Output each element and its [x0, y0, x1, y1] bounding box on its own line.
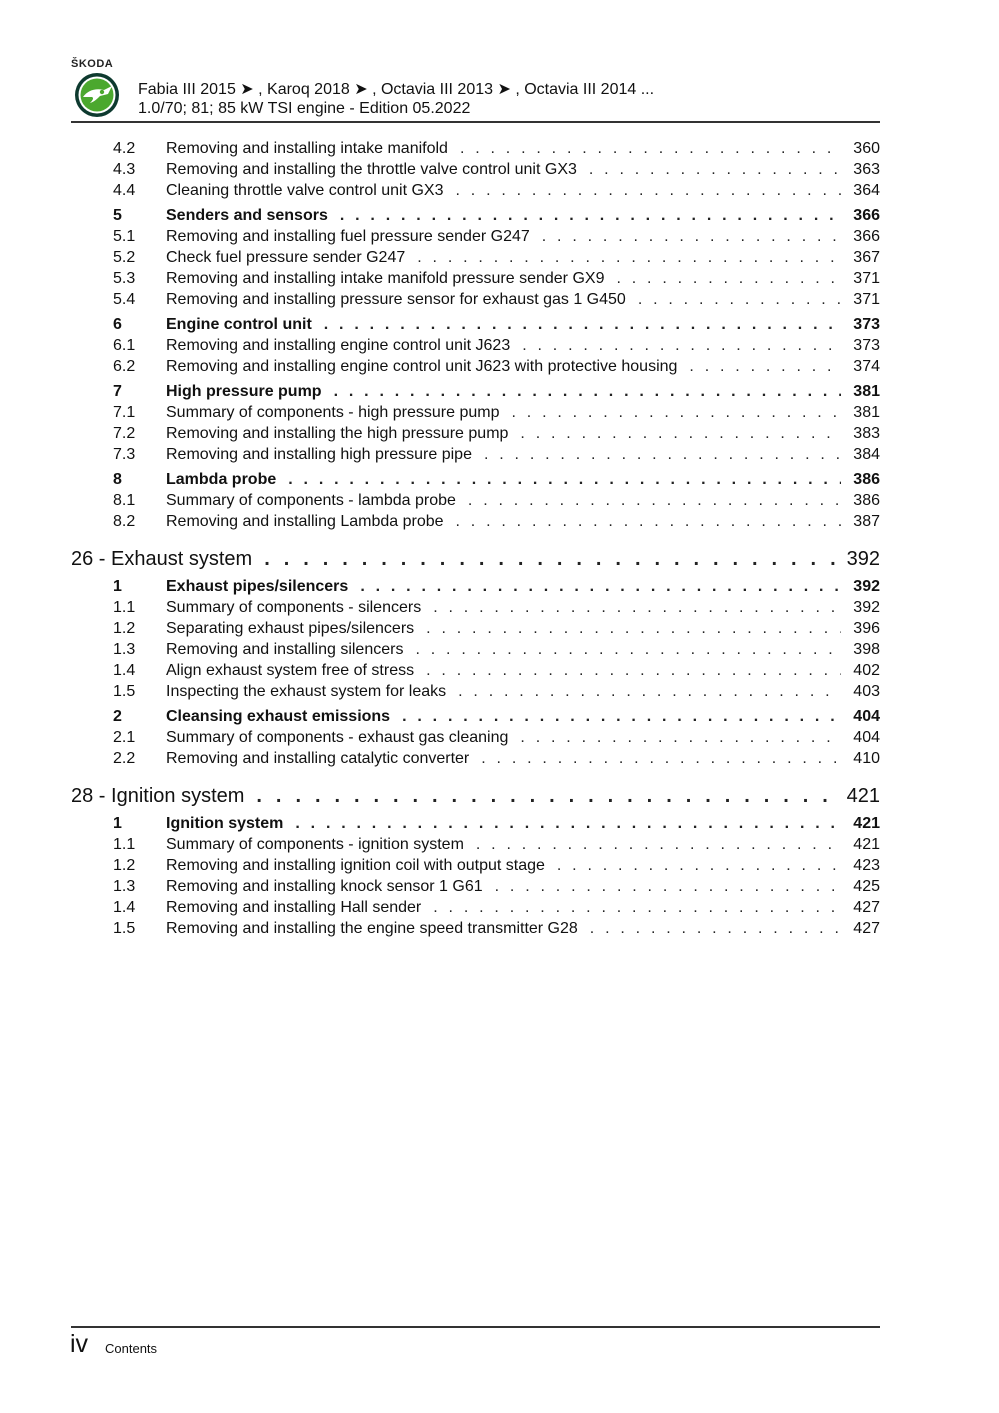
- toc-title[interactable]: Engine control unit: [166, 316, 312, 333]
- toc-title-with-leader: [166, 813, 841, 834]
- toc-entry[interactable]: [0, 402, 999, 423]
- toc-page-number[interactable]: 383: [853, 425, 880, 442]
- toc-number: 6: [113, 316, 122, 333]
- toc-entry[interactable]: [0, 289, 999, 310]
- toc-section[interactable]: [0, 469, 999, 490]
- toc-title[interactable]: Summary of components - ignition system: [166, 836, 464, 853]
- header-divider: [71, 121, 880, 123]
- toc-title-with-leader: [166, 834, 841, 855]
- dot-leader: [340, 205, 841, 226]
- toc-title[interactable]: Separating exhaust pipes/silencers: [166, 620, 415, 637]
- toc-section[interactable]: [0, 314, 999, 335]
- toc-page-number[interactable]: 421: [853, 836, 880, 853]
- toc-entry[interactable]: [0, 138, 999, 159]
- toc-title[interactable]: Check fuel pressure sender G247: [166, 249, 406, 266]
- toc-page-number[interactable]: 363: [853, 161, 880, 178]
- dot-leader: [484, 444, 841, 465]
- toc-title-with-leader: [166, 855, 841, 876]
- toc-title[interactable]: Exhaust pipes/silencers: [166, 578, 349, 595]
- toc-page-number[interactable]: 381: [853, 383, 880, 400]
- toc-title-with-leader: [166, 748, 841, 769]
- toc-entry[interactable]: [0, 490, 999, 511]
- toc-title[interactable]: Removing and installing catalytic converter: [166, 750, 470, 767]
- toc-entry[interactable]: [0, 618, 999, 639]
- dot-leader: [433, 597, 841, 618]
- dot-leader: [360, 576, 841, 597]
- dot-leader: [522, 335, 841, 356]
- toc-title-with-leader: [166, 444, 841, 465]
- dot-leader: [433, 897, 841, 918]
- toc-title[interactable]: Removing and installing silencers: [166, 641, 404, 658]
- toc-title[interactable]: Removing and installing the engine speed transmitter G28: [166, 920, 578, 937]
- toc-page-number[interactable]: 374: [853, 358, 880, 375]
- toc-number: 5.2: [113, 249, 136, 266]
- toc-title-with-leader: [166, 356, 841, 377]
- dot-leader: [426, 618, 841, 639]
- dot-leader: [417, 247, 841, 268]
- toc-title[interactable]: High pressure pump: [166, 383, 322, 400]
- toc-section[interactable]: [0, 205, 999, 226]
- toc-page-number[interactable]: 373: [853, 337, 880, 354]
- toc-page-number[interactable]: 360: [853, 140, 880, 157]
- toc-number: 1.2: [113, 857, 136, 874]
- dot-leader: [324, 314, 842, 335]
- toc-title-with-leader: [166, 576, 841, 597]
- toc-page-number[interactable]: 404: [853, 729, 880, 746]
- toc-title[interactable]: Removing and installing Hall sender: [166, 899, 422, 916]
- toc-page-number[interactable]: 384: [853, 446, 880, 463]
- dot-leader: [468, 490, 841, 511]
- dot-leader: [590, 918, 842, 939]
- document-title: Fabia III 2015 ➤ , Karoq 2018 ➤ , Octavia III 2013 ➤ , Octavia III 2014 ...: [138, 81, 655, 98]
- document-subtitle: 1.0/70; 81; 85 kW TSI engine - Edition 05.2022: [138, 100, 471, 117]
- toc-section[interactable]: [0, 381, 999, 402]
- toc-page-number[interactable]: 373: [853, 316, 880, 333]
- toc-number: 7: [113, 383, 122, 400]
- toc-number: 1.1: [113, 836, 136, 853]
- skoda-logo-icon: [74, 72, 120, 118]
- footer-divider: [71, 1326, 880, 1328]
- toc-title[interactable]: Summary of components - high pressure pump: [166, 404, 500, 421]
- dot-leader: [520, 423, 841, 444]
- toc-page-number[interactable]: 364: [853, 182, 880, 199]
- toc-number: 7.1: [113, 404, 136, 421]
- toc-title[interactable]: 26 - Exhaust system: [71, 548, 253, 570]
- toc-title[interactable]: Cleaning throttle valve control unit GX3: [166, 182, 444, 199]
- toc-entry[interactable]: [0, 897, 999, 918]
- toc-section[interactable]: [0, 706, 999, 727]
- toc-title[interactable]: Removing and installing knock sensor 1 G61: [166, 878, 483, 895]
- dot-leader: [589, 159, 841, 180]
- dot-leader: [481, 748, 841, 769]
- toc-title[interactable]: Summary of components - exhaust gas cleaning: [166, 729, 509, 746]
- toc-title-with-leader: [166, 180, 841, 201]
- toc-page-number[interactable]: 392: [853, 578, 880, 595]
- toc-number: 5.3: [113, 270, 136, 287]
- toc-title-with-leader: [166, 597, 841, 618]
- toc-entry[interactable]: [0, 639, 999, 660]
- toc-entry[interactable]: [0, 660, 999, 681]
- dot-leader: [542, 226, 842, 247]
- toc-title[interactable]: Removing and installing fuel pressure sender G247: [166, 228, 530, 245]
- dot-leader: [415, 639, 841, 660]
- toc-entry[interactable]: [0, 159, 999, 180]
- toc-title-with-leader: [166, 876, 841, 897]
- toc-title[interactable]: Senders and sensors: [166, 207, 328, 224]
- toc-chapter[interactable]: [0, 546, 999, 572]
- toc-title[interactable]: Removing and installing intake manifold: [166, 140, 448, 157]
- toc-title[interactable]: Removing and installing the throttle valve control unit GX3: [166, 161, 577, 178]
- dot-leader: [460, 138, 841, 159]
- toc-entry[interactable]: [0, 356, 999, 377]
- toc-number: 1.4: [113, 899, 136, 916]
- toc-number: 6.1: [113, 337, 136, 354]
- dot-leader: [295, 813, 841, 834]
- toc-entry[interactable]: [0, 876, 999, 897]
- toc-title-with-leader: [166, 618, 841, 639]
- brand-name: ŠKODA: [71, 58, 114, 70]
- toc-title-with-leader: [166, 268, 841, 289]
- toc-page-number[interactable]: 410: [853, 750, 880, 767]
- toc-title[interactable]: Removing and installing pressure sensor for exhaust gas 1 G450: [166, 291, 626, 308]
- toc-page-number[interactable]: 421: [846, 785, 880, 807]
- toc-number: 8.2: [113, 513, 136, 530]
- toc-title-with-leader: [71, 783, 835, 809]
- table-of-contents: [0, 138, 999, 939]
- toc-entry[interactable]: [0, 335, 999, 356]
- toc-page-number[interactable]: 367: [853, 249, 880, 266]
- toc-page-number[interactable]: 386: [853, 471, 880, 488]
- toc-page-number[interactable]: 386: [853, 492, 880, 509]
- toc-section[interactable]: [0, 813, 999, 834]
- toc-title[interactable]: Removing and installing engine control unit J623: [166, 337, 511, 354]
- toc-page-number[interactable]: 392: [846, 548, 880, 570]
- toc-title-with-leader: [166, 314, 841, 335]
- toc-title[interactable]: Inspecting the exhaust system for leaks: [166, 683, 447, 700]
- toc-title[interactable]: Summary of components - lambda probe: [166, 492, 456, 509]
- toc-title-with-leader: [166, 402, 841, 423]
- toc-entry[interactable]: [0, 444, 999, 465]
- toc-title[interactable]: Align exhaust system free of stress: [166, 662, 415, 679]
- toc-number: 5: [113, 207, 122, 224]
- toc-page-number[interactable]: 392: [853, 599, 880, 616]
- toc-page-number[interactable]: 398: [853, 641, 880, 658]
- toc-entry[interactable]: [0, 247, 999, 268]
- toc-number: 1.2: [113, 620, 136, 637]
- toc-page-number[interactable]: 366: [853, 228, 880, 245]
- dot-leader: [455, 180, 841, 201]
- toc-number: 1.5: [113, 920, 136, 937]
- toc-title-with-leader: [166, 511, 841, 532]
- toc-title-with-leader: [166, 423, 841, 444]
- toc-number: 1.3: [113, 878, 136, 895]
- toc-number: 2: [113, 708, 122, 725]
- toc-number: 1.5: [113, 683, 136, 700]
- toc-title-with-leader: [71, 546, 835, 572]
- toc-title-with-leader: [166, 681, 841, 702]
- dot-leader: [256, 783, 834, 809]
- toc-number: 1: [113, 578, 122, 595]
- dot-leader: [402, 706, 841, 727]
- toc-entry[interactable]: [0, 918, 999, 939]
- toc-title-with-leader: [166, 381, 841, 402]
- toc-title-with-leader: [166, 159, 841, 180]
- dot-leader: [458, 681, 841, 702]
- toc-title-with-leader: [166, 335, 841, 356]
- toc-title[interactable]: Removing and installing engine control unit J623 with protective housing: [166, 358, 678, 375]
- toc-title-with-leader: [166, 469, 841, 490]
- toc-title[interactable]: 28 - Ignition system: [71, 785, 245, 807]
- toc-page-number[interactable]: 425: [853, 878, 880, 895]
- toc-number: 7.2: [113, 425, 136, 442]
- toc-number: 1.1: [113, 599, 136, 616]
- toc-title-with-leader: [166, 138, 841, 159]
- toc-number: 6.2: [113, 358, 136, 375]
- dot-leader: [557, 855, 841, 876]
- dot-leader: [511, 402, 841, 423]
- toc-title[interactable]: Lambda probe: [166, 471, 277, 488]
- toc-title[interactable]: Removing and installing ignition coil with output stage: [166, 857, 545, 874]
- toc-entry[interactable]: [0, 226, 999, 247]
- toc-page-number[interactable]: 396: [853, 620, 880, 637]
- footer-section-label: Contents: [105, 1341, 158, 1356]
- toc-title-with-leader: [166, 918, 841, 939]
- toc-number: 2.1: [113, 729, 136, 746]
- toc-number: 1.3: [113, 641, 136, 658]
- footer-page-number: iv: [70, 1330, 89, 1358]
- dot-leader: [456, 511, 842, 532]
- dot-leader: [334, 381, 842, 402]
- toc-page-number[interactable]: 371: [853, 270, 880, 287]
- toc-number: 4.4: [113, 182, 136, 199]
- toc-entry[interactable]: [0, 748, 999, 769]
- toc-page-number[interactable]: 381: [853, 404, 880, 421]
- toc-entry[interactable]: [0, 681, 999, 702]
- toc-title-with-leader: [166, 639, 841, 660]
- toc-entry[interactable]: [0, 597, 999, 618]
- toc-page-number[interactable]: 427: [853, 899, 880, 916]
- toc-title-with-leader: [166, 727, 841, 748]
- toc-number: 5.1: [113, 228, 136, 245]
- toc-title[interactable]: Removing and installing the high pressure pump: [166, 425, 509, 442]
- toc-entry[interactable]: [0, 268, 999, 289]
- dot-leader: [426, 660, 841, 681]
- toc-number: 7.3: [113, 446, 136, 463]
- toc-number: 8: [113, 471, 122, 488]
- dot-leader: [264, 546, 834, 572]
- dot-leader: [476, 834, 841, 855]
- toc-title[interactable]: Summary of components - silencers: [166, 599, 422, 616]
- toc-page-number[interactable]: 403: [853, 683, 880, 700]
- toc-title[interactable]: Removing and installing intake manifold pressure sender GX9: [166, 270, 605, 287]
- toc-chapter[interactable]: [0, 783, 999, 809]
- toc-number: 4.3: [113, 161, 136, 178]
- toc-number: 5.4: [113, 291, 136, 308]
- toc-page-number[interactable]: 387: [853, 513, 880, 530]
- toc-entry[interactable]: [0, 511, 999, 532]
- toc-title-with-leader: [166, 205, 841, 226]
- toc-entry[interactable]: [0, 180, 999, 201]
- toc-page-number[interactable]: 366: [853, 207, 880, 224]
- toc-entry[interactable]: [0, 834, 999, 855]
- toc-title[interactable]: Removing and installing Lambda probe: [166, 513, 444, 530]
- toc-number: 4.2: [113, 140, 136, 157]
- toc-number: 2.2: [113, 750, 136, 767]
- toc-title-with-leader: [166, 289, 841, 310]
- dot-leader: [495, 876, 842, 897]
- dot-leader: [288, 469, 841, 490]
- toc-title-with-leader: [166, 706, 841, 727]
- toc-page-number[interactable]: 427: [853, 920, 880, 937]
- toc-title[interactable]: Cleansing exhaust emissions: [166, 708, 391, 725]
- toc-title[interactable]: Ignition system: [166, 815, 284, 832]
- dot-leader: [616, 268, 841, 289]
- toc-title-with-leader: [166, 660, 841, 681]
- toc-entry[interactable]: [0, 855, 999, 876]
- toc-title-with-leader: [166, 226, 841, 247]
- toc-page-number[interactable]: 421: [853, 815, 880, 832]
- toc-page-number[interactable]: 402: [853, 662, 880, 679]
- toc-number: 1: [113, 815, 122, 832]
- dot-leader: [520, 727, 841, 748]
- toc-page-number[interactable]: 423: [853, 857, 880, 874]
- toc-title-with-leader: [166, 897, 841, 918]
- toc-page-number[interactable]: 404: [853, 708, 880, 725]
- dot-leader: [638, 289, 841, 310]
- toc-entry[interactable]: [0, 727, 999, 748]
- toc-number: 8.1: [113, 492, 136, 509]
- toc-page-number[interactable]: 371: [853, 291, 880, 308]
- dot-leader: [689, 356, 841, 377]
- toc-number: 1.4: [113, 662, 136, 679]
- toc-title-with-leader: [166, 490, 841, 511]
- toc-title-with-leader: [166, 247, 841, 268]
- toc-title[interactable]: Removing and installing high pressure pipe: [166, 446, 472, 463]
- toc-entry[interactable]: [0, 423, 999, 444]
- toc-section[interactable]: [0, 576, 999, 597]
